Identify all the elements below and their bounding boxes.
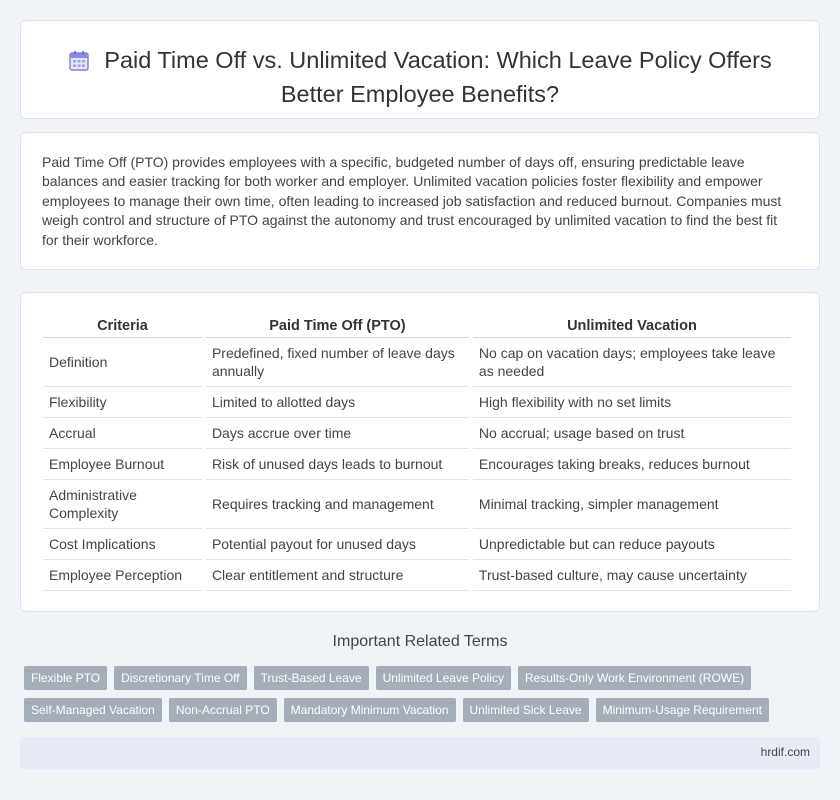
tag-non-accrual-pto[interactable]: Non-Accrual PTO — [169, 698, 277, 722]
cell-criteria: Administrative Complexity — [43, 480, 202, 529]
page-title — [21, 45, 819, 109]
cell-criteria: Cost Implications — [43, 529, 202, 560]
tag-rowe[interactable]: Results-Only Work Environment (ROWE) — [518, 666, 751, 690]
tag-minimum-usage-requirement[interactable]: Minimum-Usage Requirement — [596, 698, 769, 722]
cell-pto: Risk of unused days leads to burnout — [206, 449, 469, 480]
title-line-1: Paid Time Off vs. Unlimited Vacation: Which Leave Policy Offers — [104, 47, 772, 73]
table-row — [43, 418, 791, 449]
tag-unlimited-leave-policy[interactable]: Unlimited Leave Policy — [376, 666, 511, 690]
comparison-card — [20, 292, 820, 612]
cell-pto: Predefined, fixed number of leave days annually — [206, 338, 469, 387]
header-unlimited: Unlimited Vacation — [473, 315, 791, 338]
header-pto: Paid Time Off (PTO) — [206, 315, 469, 338]
cell-unlimited: Trust-based culture, may cause uncertainty — [473, 560, 791, 591]
related-terms-heading: Important Related Terms — [332, 633, 508, 650]
cell-criteria: Definition — [43, 338, 202, 387]
comparison-table — [39, 315, 795, 591]
footer-site-link[interactable]: hrdif.com — [760, 745, 810, 759]
cell-pto: Days accrue over time — [206, 418, 469, 449]
cell-pto: Clear entitlement and structure — [206, 560, 469, 591]
tag-self-managed-vacation[interactable]: Self-Managed Vacation — [24, 698, 162, 722]
cell-criteria: Flexibility — [43, 387, 202, 418]
table-row — [43, 338, 791, 387]
cell-criteria: Employee Burnout — [43, 449, 202, 480]
table-header-row — [43, 315, 791, 338]
footer-bar — [20, 737, 820, 769]
table-row — [43, 529, 791, 560]
tag-mandatory-minimum-vacation[interactable]: Mandatory Minimum Vacation — [284, 698, 456, 722]
cell-pto: Requires tracking and management — [206, 480, 469, 529]
related-terms-tags — [24, 666, 824, 730]
tag-unlimited-sick-leave[interactable]: Unlimited Sick Leave — [463, 698, 589, 722]
intro-card — [20, 132, 820, 270]
tag-flexible-pto[interactable]: Flexible PTO — [24, 666, 107, 690]
cell-criteria: Accrual — [43, 418, 202, 449]
cell-unlimited: Minimal tracking, simpler management — [473, 480, 791, 529]
table-row — [43, 449, 791, 480]
tag-trust-based-leave[interactable]: Trust-Based Leave — [254, 666, 369, 690]
tag-discretionary-time-off[interactable]: Discretionary Time Off — [114, 666, 246, 690]
cell-unlimited: Unpredictable but can reduce payouts — [473, 529, 791, 560]
cell-unlimited: No accrual; usage based on trust — [473, 418, 791, 449]
cell-unlimited: No cap on vacation days; employees take leave as needed — [473, 338, 791, 387]
tag-row-2 — [24, 698, 824, 730]
table-row — [43, 480, 791, 529]
table-row — [43, 387, 791, 418]
title-card — [20, 20, 820, 119]
cell-unlimited: High flexibility with no set limits — [473, 387, 791, 418]
cell-pto: Limited to allotted days — [206, 387, 469, 418]
tag-row-1 — [24, 666, 824, 698]
cell-criteria: Employee Perception — [43, 560, 202, 591]
cell-pto: Potential payout for unused days — [206, 529, 469, 560]
title-line-2: Better Employee Benefits? — [280, 81, 560, 107]
intro-paragraph: Paid Time Off (PTO) provides employees with a specific, budgeted number of days off, ensuring predictable leave balances and easier tracking for both worker and employer. Unlimited vacation policies foster flexibility and empower employees to manage their own time, often leading to increased job satisfaction and reduced burnout. Companies must weigh control and structure of PTO against the autonomy and trust encouraged by unlimited vacation to find the best fit for their workforce. — [42, 154, 782, 248]
header-criteria: Criteria — [43, 315, 202, 338]
table-row — [43, 560, 791, 591]
calendar-icon — [68, 49, 90, 79]
cell-unlimited: Encourages taking breaks, reduces burnout — [473, 449, 791, 480]
